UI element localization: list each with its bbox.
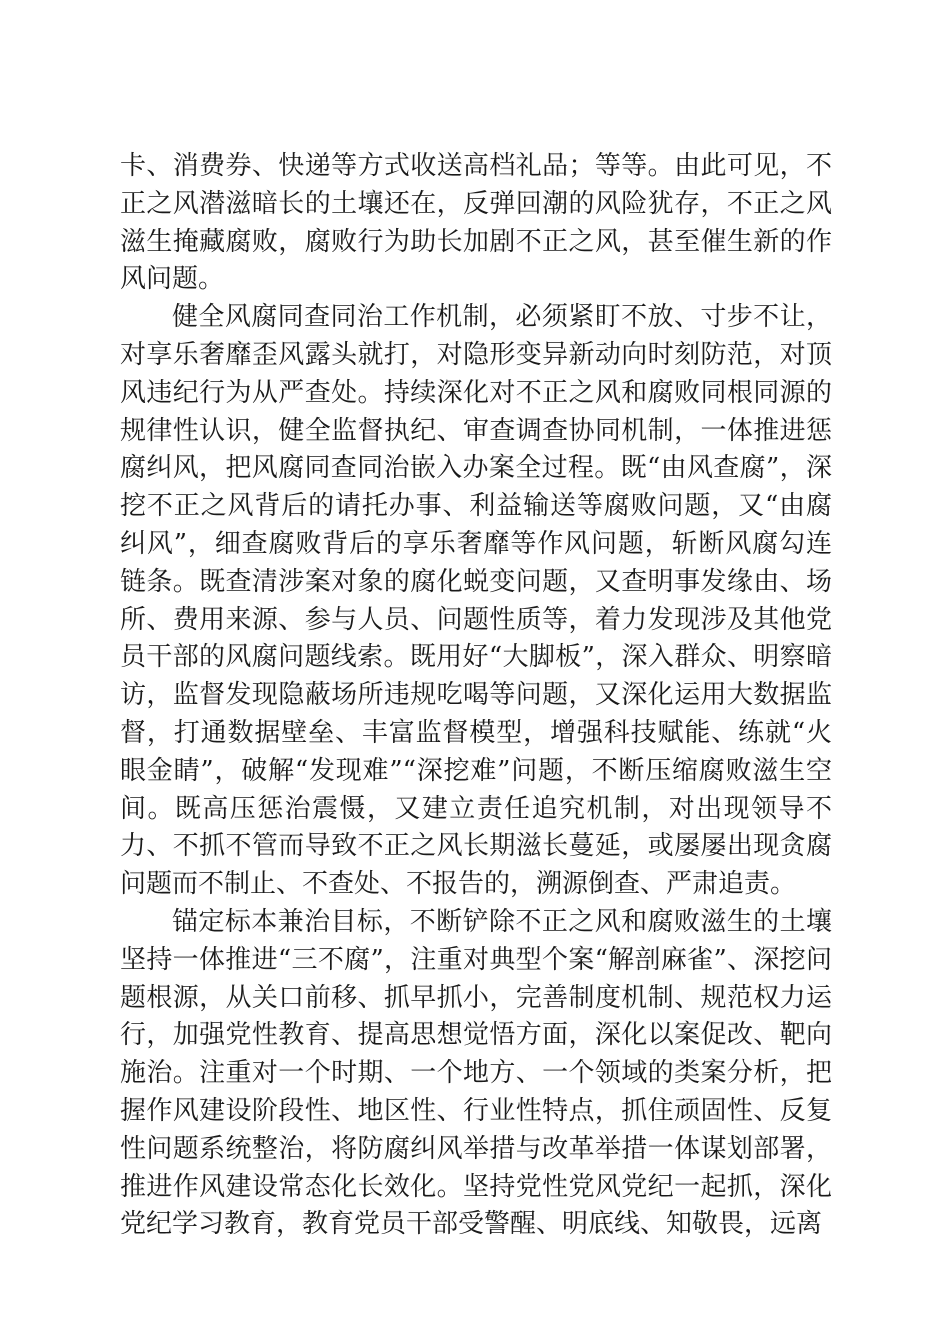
- document-body: [120, 148, 832, 1244]
- paragraph-2: 健全风腐同查同治工作机制，必须紧盯不放、寸步不让，对享乐奢靡歪风露头就打，对隐形变异新动向时刻防范，对顶风违纪行为从严查处。持续深化对不正之风和腐败同根同源的规律性认识，健全监督执纪、审查调查协同机制，一体推进惩腐纠风，把风腐同查同治嵌入办案全过程。既“由风查腐”，深挖不正之风背后的请托办事、利益输送等腐败问题，又“由腐纠风”，细查腐败背后的享乐奢靡等作风问题，斩断风腐勾连链条。既查清涉案对象的腐化蜕变问题，又查明事发缘由、场所、费用来源、参与人员、问题性质等，着力发现涉及其他党员干部的风腐问题线索。既用好“大脚板”，深入群众、明察暗访，监督发现隐蔽场所违规吃喝等问题，又深化运用大数据监督，打通数据壁垒、丰富监督模型，增强科技赋能、练就“火眼金睛”，破解“发现难”“深挖难”问题，不断压缩腐败滋生空间。既高压惩治震慑，又建立责任追究机制，对出现领导不力、不抓不管而导致不正之风长期滋长蔓延，或屡屡出现贪腐问题而不制止、不查处、不报告的，溯源倒查、严肃追责。: [120, 302, 832, 900]
- paragraph-1: 卡、消费券、快递等方式收送高档礼品；等等。由此可见，不正之风潜滋暗长的土壤还在，反弹回潮的风险犹存，不正之风滋生掩藏腐败，腐败行为助长加剧不正之风，甚至催生新的作风问题。: [120, 151, 832, 295]
- paragraph-3: 锚定标本兼治目标，不断铲除不正之风和腐败滋生的土壤坚持一体推进“三不腐”，注重对典型个案“解剖麻雀”、深挖问题根源，从关口前移、抓早抓小，完善制度机制、规范权力运行，加强党性教育、提高思想觉悟方面，深化以案促改、靶向施治。注重对一个时期、一个地方、一个领域的类案分析，把握作风建设阶段性、地区性、行业性特点，抓住顽固性、反复性问题系统整治，将防腐纠风举措与改革举措一体谋划部署，推进作风建设常态化长效化。坚持党性党风党纪一起抓，深化党纪学习教育，教育党员干部受警醒、明底线、知敬畏，远离: [120, 906, 832, 1240]
